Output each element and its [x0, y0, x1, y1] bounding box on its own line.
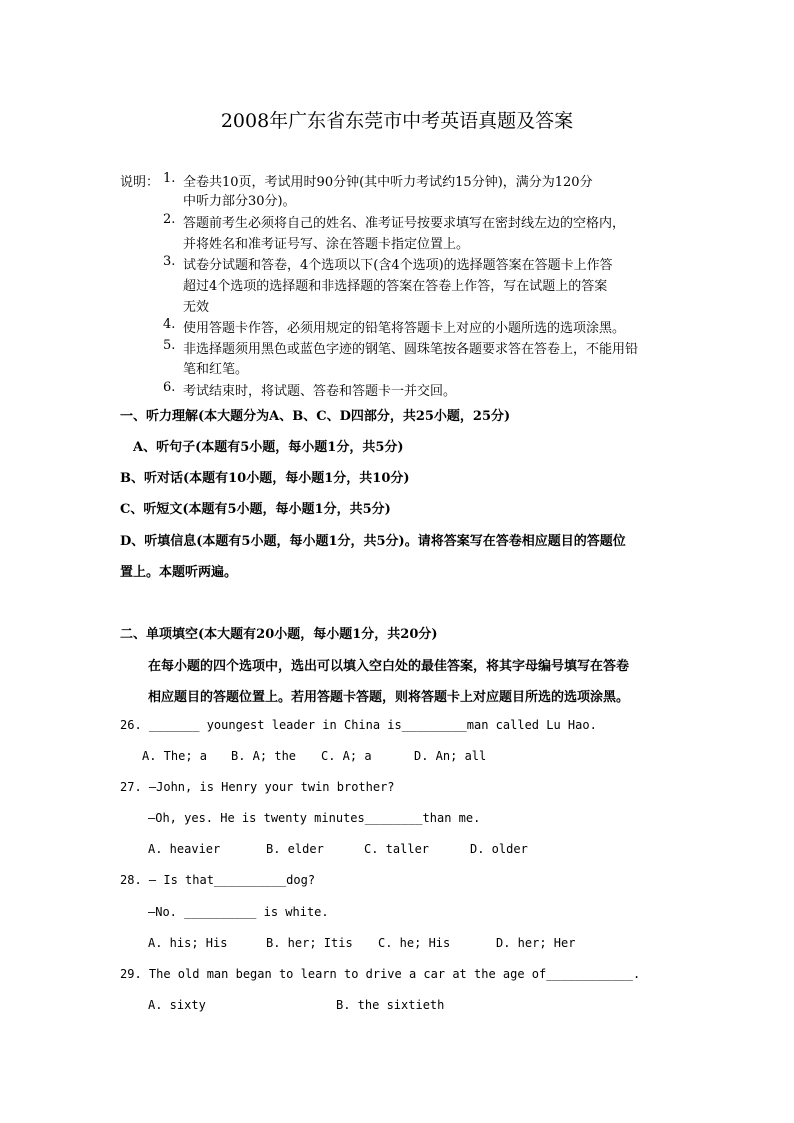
question-26-option-d: D. An; all	[414, 749, 487, 763]
instruction-5-num: 5.	[163, 338, 176, 353]
question-28-option-c: C. he; His	[378, 936, 451, 950]
section2-instruction-line-2: 相应题目的答题位置上。若用答题卡答题，则将答题卡上对应题目所选的选项涂黑。	[148, 690, 630, 705]
section2-instruction-line-1: 在每小题的四个选项中，选出可以填入空白处的最佳答案，将其字母编号填写在答卷	[148, 659, 630, 674]
instruction-1-line-1: 全卷共10页，考试用时90分钟(其中听力考试约15分钟)，满分为120分	[183, 175, 593, 190]
instruction-2-num: 2.	[163, 212, 176, 227]
document-title: 2008年广东省东莞市中考英语真题及答案	[220, 110, 574, 132]
question-28-option-d: D. her; Her	[496, 936, 576, 950]
instruction-3-line-2: 超过4个选项的选择题和非选择题的答案在答卷上作答，写在试题上的答案	[183, 279, 608, 294]
section1-part-b: B、听对话(本题有10小题，每小题1分，共10分)	[120, 471, 410, 486]
instruction-1-num: 1.	[163, 171, 176, 186]
section1-part-d-line-2: 置上。本题听两遍。	[120, 565, 238, 580]
instruction-6-line-1: 考试结束时，将试题、答卷和答题卡一并交回。	[183, 384, 457, 399]
question-27-line-1: 27. —John, is Henry your twin brother?	[120, 780, 395, 794]
instruction-2-line-2: 并将姓名和准考证号写、涂在答题卡指定位置上。	[183, 237, 470, 252]
section1-part-d-line-1: D、听填信息(本题有5小题，每小题1分，共5分)。请将答案写在答卷相应题目的答题位	[120, 534, 626, 549]
question-29-stem: 29. The old man began to learn to drive a car at the age of____________.	[120, 967, 641, 981]
question-28-option-a: A. his; His	[148, 936, 228, 950]
question-28-line-1: 28. — Is that__________dog?	[120, 873, 316, 887]
instruction-2-line-1: 答题前考生必须将自己的姓名、准考证号按要求填写在密封线左边的空格内，	[183, 216, 626, 231]
question-27-option-a: A. heavier	[148, 842, 221, 856]
section1-heading: 一、听力理解(本大题分为A、B、C、D四部分，共25小题，25分)	[120, 409, 511, 424]
question-27-option-c: C. taller	[364, 842, 430, 856]
instruction-5-line-1: 非选择题须用黑色或蓝色字迹的钢笔、圆珠笔按各题要求答在答卷上，不能用铅	[183, 342, 639, 357]
section1-part-c: C、听短文(本题有5小题，每小题1分，共5分)	[120, 502, 391, 517]
instruction-4-line-1: 使用答题卡作答，必须用规定的铅笔将答题卡上对应的小题所选的选项涂黑。	[183, 321, 626, 336]
question-27-line-2: —Oh, yes. He is twenty minutes________than me.	[148, 811, 481, 825]
instruction-4-num: 4.	[163, 317, 176, 332]
instruction-3-line-3: 无效	[183, 300, 210, 315]
question-26-option-b: B. A; the	[231, 749, 297, 763]
instruction-6-num: 6.	[163, 380, 176, 395]
question-26-option-a: A. The; a	[142, 749, 208, 763]
instructions-label: 说明：	[120, 175, 160, 190]
instruction-3-num: 3.	[163, 254, 176, 269]
instruction-3-line-1: 试卷分试题和答卷，4个选项以下(含4个选项)的选择题答案在答题卡上作答	[183, 258, 613, 273]
question-29-option-b: B. the sixtieth	[336, 998, 445, 1012]
instruction-5-line-2: 笔和红笔。	[183, 362, 249, 377]
question-29-option-a: A. sixty	[148, 998, 206, 1012]
section2-heading: 二、单项填空(本大题有20小题，每小题1分，共20分)	[120, 627, 438, 642]
section1-part-a: A、听句子(本题有5小题，每小题1分，共5分)	[133, 440, 404, 455]
question-28-line-2: —No. __________ is white.	[148, 905, 329, 919]
question-27-option-d: D. older	[470, 842, 528, 856]
instruction-1-line-2: 中听力部分30分)。	[183, 194, 296, 209]
question-27-option-b: B. elder	[266, 842, 324, 856]
question-26-stem: 26. _______ youngest leader in China is_________man called Lu Hao.	[120, 718, 597, 732]
question-26-option-c: C. A; a	[321, 749, 372, 763]
question-28-option-b: B. her; Itis	[266, 936, 353, 950]
